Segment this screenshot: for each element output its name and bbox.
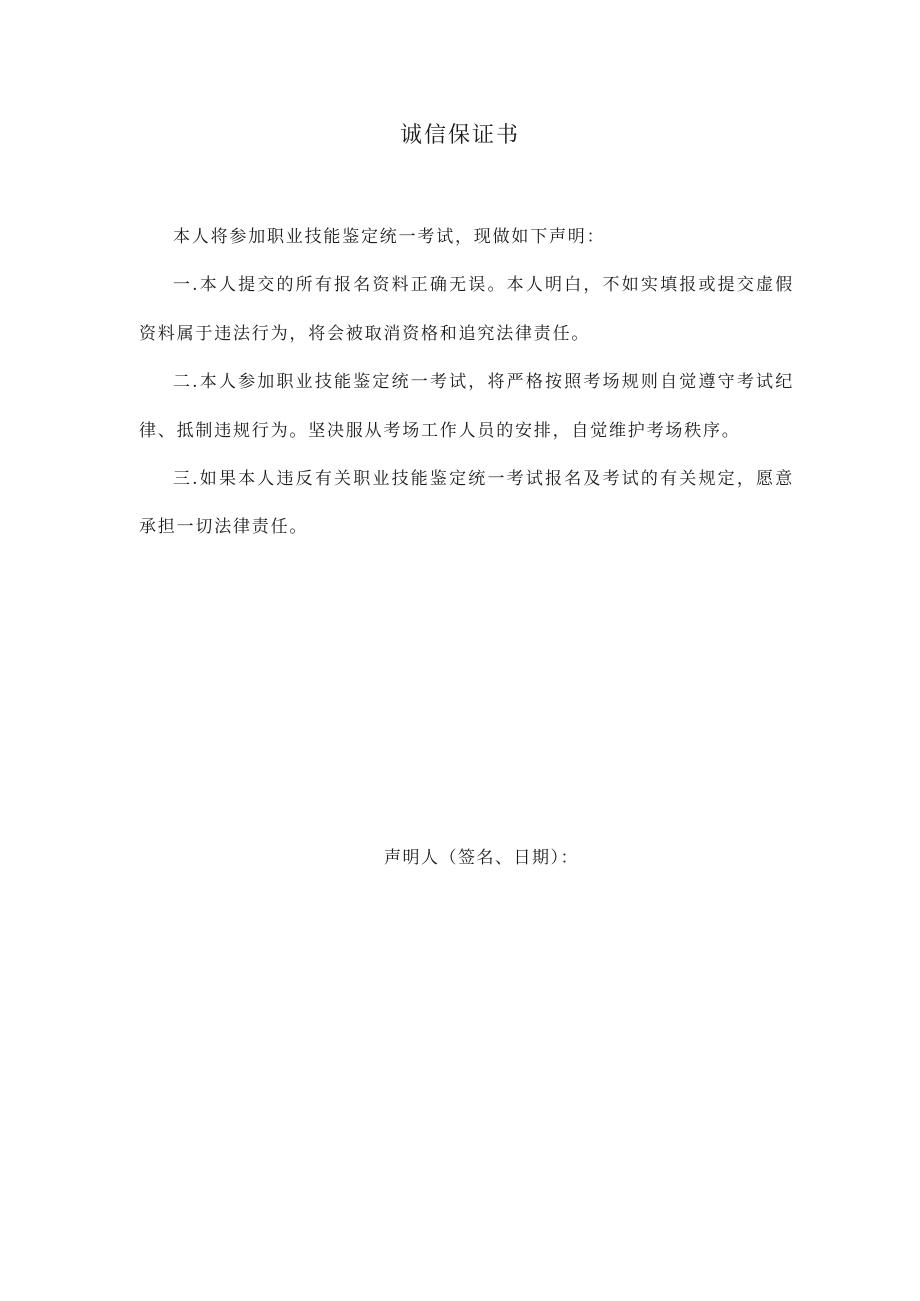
clause-3-paragraph: 三.如果本人违反有关职业技能鉴定统一考试报名及考试的有关规定，愿意承担一切法律责任。 bbox=[139, 469, 794, 538]
intro-paragraph: 本人将参加职业技能鉴定统一考试，现做如下声明： bbox=[173, 227, 606, 247]
clause-1-paragraph: 一.本人提交的所有报名资料正确无误。本人明白，不如实填报或提交虚假资料属于违法行为，将会被取消资格和追究法律责任。 bbox=[139, 275, 794, 344]
signature-label: 声明人（签名、日期）： bbox=[384, 848, 579, 868]
document-body bbox=[139, 213, 794, 552]
document-title: 诚信保证书 bbox=[399, 123, 520, 148]
clause-2-paragraph: 二.本人参加职业技能鉴定统一考试，将严格按照考场规则自觉遵守考试纪律、抵制违规行为。坚决服从考场工作人员的安排，自觉维护考场秩序。 bbox=[139, 372, 794, 441]
